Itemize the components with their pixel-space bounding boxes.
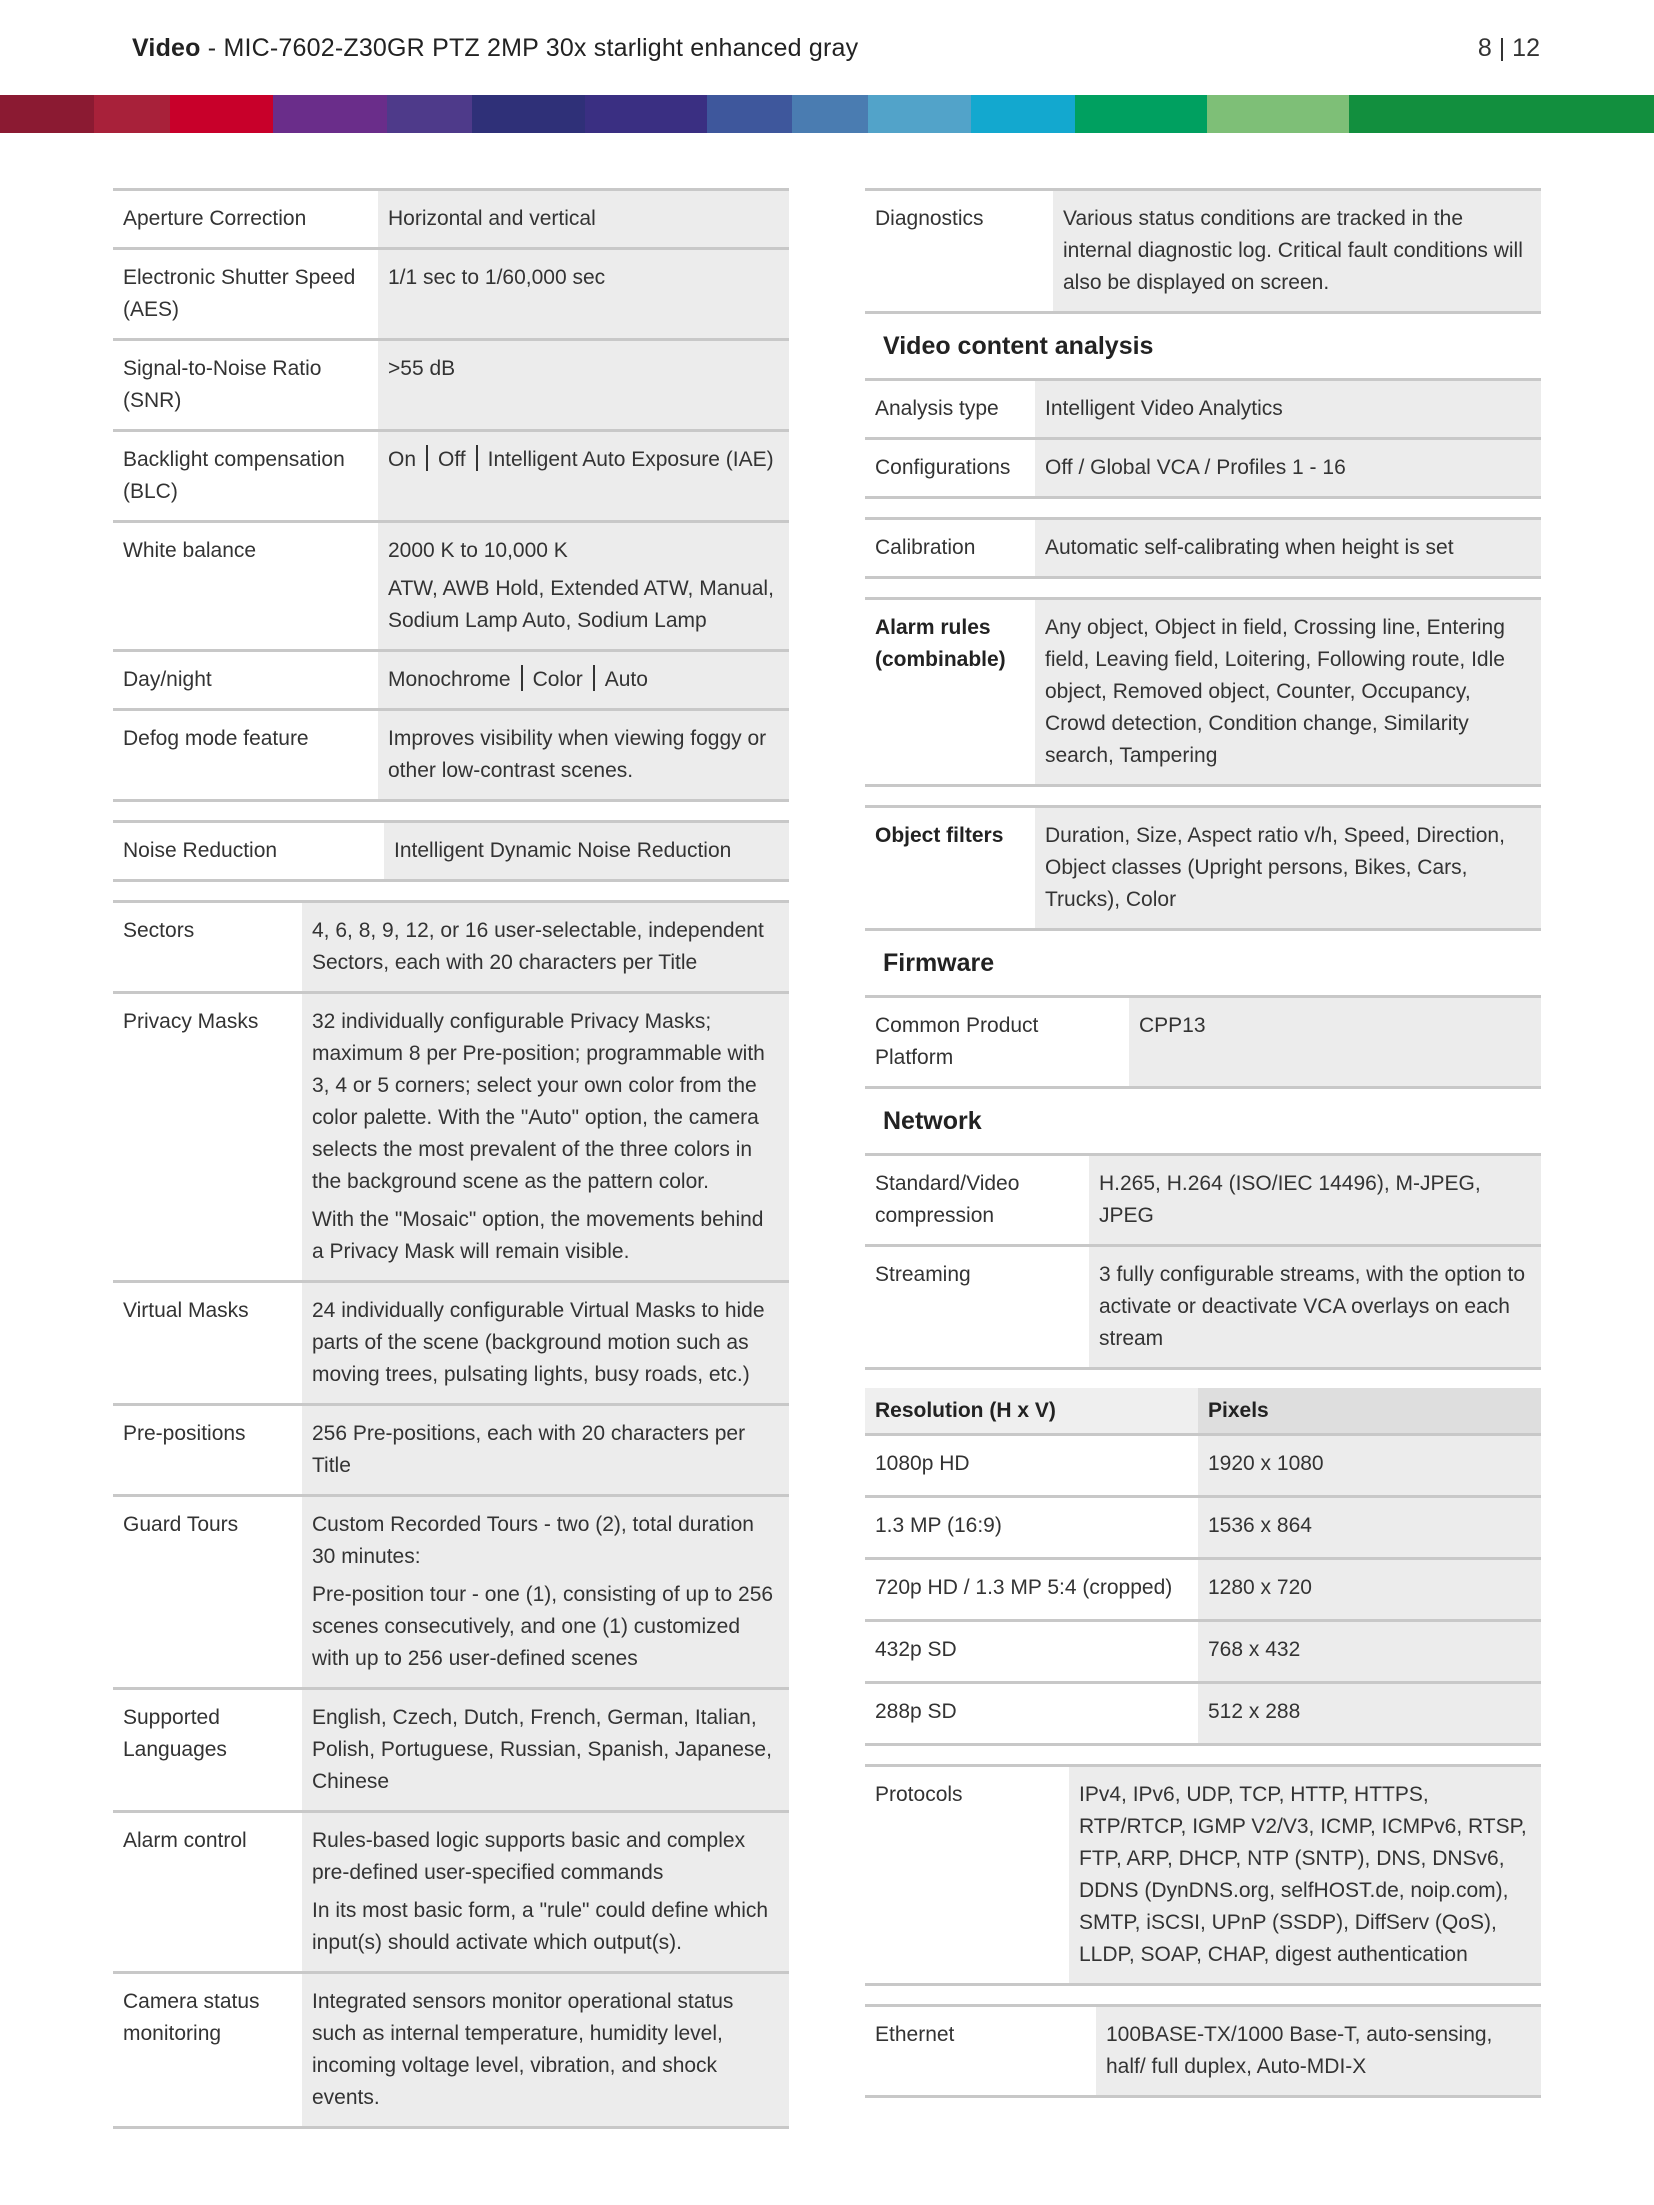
spec-value-line: 256 Pre-positions, each with 20 characters per Title	[312, 1422, 746, 1477]
spec-row-ethernet	[865, 2006, 1541, 2097]
spec-value-line: CPP13	[1139, 1014, 1206, 1037]
spec-label: Common Product Platform	[865, 997, 1129, 1088]
spec-value-line: H.265, H.264 (ISO/IEC 14496), M-JPEG, JPEG	[1099, 1172, 1481, 1227]
spec-value-line: Pre-position tour - one (1), consisting of up to 256 scenes consecutively, and one (1) customized with up to 256 user-defined scenes	[312, 1583, 774, 1670]
spec-row-object-filters	[865, 807, 1541, 930]
spec-label: Protocols	[865, 1766, 1069, 1985]
spec-table-vca	[865, 378, 1541, 499]
spec-value-line: Automatic self-calibrating when height is set	[1045, 536, 1454, 559]
option-divider	[476, 445, 478, 471]
spec-row-diagnostics	[865, 190, 1541, 313]
resolution-pixels: 512 x 288	[1198, 1683, 1541, 1745]
spec-table-firmware	[865, 995, 1541, 1089]
spec-value-line: 2000 K to 10,000 K	[388, 539, 568, 562]
spec-label: Diagnostics	[865, 190, 1053, 313]
resolution-row	[865, 1435, 1541, 1497]
spec-value	[1035, 380, 1541, 439]
spec-value	[302, 1973, 789, 2128]
spec-value	[378, 249, 789, 340]
brand-color-bar	[0, 95, 1654, 133]
spec-value-line: Horizontal and vertical	[388, 207, 596, 230]
page-number: 8 | 12	[1477, 34, 1540, 62]
resolution-row	[865, 1621, 1541, 1683]
spec-row-streaming	[865, 1246, 1541, 1369]
spec-row-calibration	[865, 519, 1541, 578]
spec-value	[302, 1496, 789, 1689]
spec-value	[302, 1689, 789, 1812]
spec-value-line: ATW, AWB Hold, Extended ATW, Manual, Sodium Lamp Auto, Sodium Lamp	[388, 577, 774, 632]
spec-label: Object filters	[865, 807, 1035, 930]
spec-label: Ethernet	[865, 2006, 1096, 2097]
spec-table-image	[113, 188, 789, 802]
spec-row-virtual-masks	[113, 1282, 789, 1405]
spec-row-defog-mode-feature	[113, 710, 789, 801]
color-bar-segment	[387, 95, 472, 133]
spec-value-line: 3 fully configurable streams, with the option to activate or deactivate VCA overlays on each stream	[1099, 1263, 1526, 1350]
spec-value	[1089, 1155, 1541, 1246]
spec-row-analysis-type	[865, 380, 1541, 439]
spec-value-line: 24 individually configurable Virtual Masks to hide parts of the scene (background motion such as moving trees, pulsating lights, busy roads, etc.)	[312, 1299, 765, 1386]
spec-table-diagnostics	[865, 188, 1541, 314]
spec-label: Guard Tours	[113, 1496, 302, 1689]
spec-label: Backlight compensation (BLC)	[113, 431, 378, 522]
spec-row-noise-reduction	[113, 822, 789, 881]
spec-label: Supported Languages	[113, 1689, 302, 1812]
resolution-pixels: 1536 x 864	[1198, 1497, 1541, 1559]
option-value: Color	[532, 668, 583, 691]
spec-value-line: With the "Mosaic" option, the movements behind a Privacy Mask will remain visible.	[312, 1208, 764, 1263]
spec-label: Sectors	[113, 902, 302, 993]
spec-value	[384, 822, 789, 881]
spec-label: Defog mode feature	[113, 710, 378, 801]
left-column	[113, 188, 789, 2129]
title-separator: -	[200, 34, 224, 62]
product-name: MIC-7602-Z30GR PTZ 2MP 30x starlight enhanced gray	[223, 34, 859, 62]
resolution-header-row	[865, 1388, 1541, 1435]
spec-value-line: Duration, Size, Aspect ratio v/h, Speed, Direction, Object classes (Upright persons, Bikes, Cars, Trucks), Color	[1045, 824, 1505, 911]
spec-value	[302, 993, 789, 1282]
spec-value-line: Intelligent Dynamic Noise Reduction	[394, 839, 732, 862]
spec-row-standard-video-compression	[865, 1155, 1541, 1246]
spec-value-line: Custom Recorded Tours - two (2), total duration 30 minutes:	[312, 1513, 754, 1568]
spec-value	[378, 522, 789, 651]
spec-value-line: Rules-based logic supports basic and complex pre-defined user-specified commands	[312, 1829, 746, 1884]
spec-row-protocols	[865, 1766, 1541, 1985]
option-divider	[426, 445, 428, 471]
spec-label: Camera status monitoring	[113, 1973, 302, 2128]
spec-row-camera-status-monitoring	[113, 1973, 789, 2128]
spec-row-pre-positions	[113, 1405, 789, 1496]
option-divider	[593, 665, 595, 691]
resolution-pixels: 1920 x 1080	[1198, 1435, 1541, 1497]
resolution-row	[865, 1683, 1541, 1745]
spec-value	[378, 710, 789, 801]
spec-value	[1129, 997, 1541, 1088]
spec-row-backlight-compensation-blc	[113, 431, 789, 522]
spec-row-common-product-platform	[865, 997, 1541, 1088]
right-column	[865, 188, 1541, 2098]
spec-row-privacy-masks	[113, 993, 789, 1282]
spec-value	[1069, 1766, 1541, 1985]
spec-row-supported-languages	[113, 1689, 789, 1812]
spec-label: Electronic Shutter Speed (AES)	[113, 249, 378, 340]
spec-value-line: In its most basic form, a "rule" could define which input(s) should activate which output(s).	[312, 1899, 769, 1954]
color-bar-segment	[707, 95, 792, 133]
column-header-pixels: Pixels	[1198, 1388, 1541, 1435]
spec-table-ethernet	[865, 2004, 1541, 2098]
color-bar-segment	[170, 95, 274, 133]
spec-value	[378, 340, 789, 431]
spec-value	[1035, 807, 1541, 930]
spec-label: Virtual Masks	[113, 1282, 302, 1405]
page-header	[132, 34, 1540, 70]
spec-value	[1035, 519, 1541, 578]
spec-label: Standard/Video compression	[865, 1155, 1089, 1246]
spec-value	[302, 1812, 789, 1973]
spec-value-line: 4, 6, 8, 9, 12, or 16 user-selectable, independent Sectors, each with 20 characters per Title	[312, 919, 764, 974]
color-bar-segment	[472, 95, 585, 133]
resolution-pixels: 768 x 432	[1198, 1621, 1541, 1683]
resolution-row	[865, 1559, 1541, 1621]
spec-table-alarm-rules	[865, 597, 1541, 787]
spec-label: Analysis type	[865, 380, 1035, 439]
resolution-row	[865, 1497, 1541, 1559]
spec-value-line: Off / Global VCA / Profiles 1 - 16	[1045, 456, 1346, 479]
color-bar-segment	[1349, 95, 1654, 133]
spec-label: Alarm control	[113, 1812, 302, 1973]
resolution-name: 288p SD	[865, 1683, 1198, 1745]
color-bar-segment	[1075, 95, 1207, 133]
spec-value	[302, 902, 789, 993]
spec-value-line: Any object, Object in field, Crossing line, Entering field, Leaving field, Loitering, Following route, Idle object, Removed object, Counter, Occupancy, Crowd detection, Condition change, Similarity search, Tampering	[1045, 616, 1505, 767]
spec-value	[378, 431, 789, 522]
spec-label: White balance	[113, 522, 378, 651]
document-title	[132, 34, 858, 63]
option-value: Auto	[604, 668, 648, 691]
section-name: Video	[132, 34, 201, 62]
option-value: On	[388, 448, 417, 471]
spec-value	[1035, 439, 1541, 498]
resolution-name: 1080p HD	[865, 1435, 1198, 1497]
spec-label: Calibration	[865, 519, 1035, 578]
spec-row-white-balance	[113, 522, 789, 651]
color-bar-segment	[0, 95, 94, 133]
spec-table-object-filters	[865, 805, 1541, 931]
spec-row-signal-to-noise-ratio-snr	[113, 340, 789, 431]
spec-value-line: IPv4, IPv6, UDP, TCP, HTTP, HTTPS, RTP/RTCP, IGMP V2/V3, ICMP, ICMPv6, RTSP, FTP, ARP, DHCP, NTP (SNTP), DNS, DNSv6, DDNS (DynDNS.org, selfHOST.de, noip.com), SMTP, iSCSI, UPnP (SSDP), DiffServ (QoS), LLDP, SOAP, CHAP, digest authentication	[1079, 1783, 1527, 1966]
spec-value-line: 100BASE-TX/1000 Base-T, auto-sensing, half/ full duplex, Auto-MDI-X	[1106, 2023, 1493, 2078]
color-bar-segment	[94, 95, 169, 133]
spec-value	[378, 190, 789, 249]
spec-value	[1053, 190, 1541, 313]
spec-row-day-night	[113, 651, 789, 710]
spec-value-line: 32 individually configurable Privacy Masks; maximum 8 per Pre-position; programmable with 3, 4 or 5 corners; select your own color from the color palette. With the "Auto" option, the camera selects the most prevalent of the three colors in the background scene as the pattern color.	[312, 1010, 765, 1193]
color-bar-segment	[273, 95, 386, 133]
spec-row-guard-tours	[113, 1496, 789, 1689]
spec-table-functions	[113, 900, 789, 2129]
option-value: Monochrome	[388, 668, 511, 691]
spec-label: Alarm rules (combinable)	[865, 599, 1035, 786]
spec-table-network	[865, 1153, 1541, 1370]
spec-label: Streaming	[865, 1246, 1089, 1369]
spec-label: Day/night	[113, 651, 378, 710]
option-value: Intelligent Auto Exposure (IAE)	[487, 448, 774, 471]
spec-value-line: English, Czech, Dutch, French, German, Italian, Polish, Portuguese, Russian, Spanish, Japanese, Chinese	[312, 1706, 772, 1793]
spec-value-line: >55 dB	[388, 357, 456, 380]
spec-row-electronic-shutter-speed-aes	[113, 249, 789, 340]
resolution-pixels: 1280 x 720	[1198, 1559, 1541, 1621]
spec-row-sectors	[113, 902, 789, 993]
resolution-table	[865, 1388, 1541, 1746]
spec-value-line: Integrated sensors monitor operational status such as internal temperature, humidity level, incoming voltage level, vibration, and shock events.	[312, 1990, 734, 2109]
color-bar-segment	[1207, 95, 1348, 133]
spec-row-aperture-correction	[113, 190, 789, 249]
spec-value-line: 1/1 sec to 1/60,000 sec	[388, 266, 606, 289]
spec-row-alarm-rules-combinable	[865, 599, 1541, 786]
color-bar-segment	[971, 95, 1075, 133]
color-bar-segment	[868, 95, 972, 133]
spec-value-line: Various status conditions are tracked in the internal diagnostic log. Critical fault conditions will also be displayed on screen.	[1063, 207, 1523, 294]
spec-value	[302, 1405, 789, 1496]
column-header-resolution: Resolution (H x V)	[865, 1388, 1198, 1435]
spec-table-calibration	[865, 517, 1541, 579]
spec-value-line: Intelligent Video Analytics	[1045, 397, 1283, 420]
spec-label: Pre-positions	[113, 1405, 302, 1496]
section-heading-vca: Video content analysis	[883, 332, 1154, 360]
color-bar-segment	[792, 95, 867, 133]
spec-value	[1096, 2006, 1541, 2097]
spec-value-line: Improves visibility when viewing foggy or other low-contrast scenes.	[388, 727, 767, 782]
spec-value	[378, 651, 789, 710]
spec-value	[302, 1282, 789, 1405]
resolution-name: 432p SD	[865, 1621, 1198, 1683]
spec-row-configurations	[865, 439, 1541, 498]
option-value: Off	[438, 448, 466, 471]
option-divider	[521, 665, 523, 691]
section-heading-firmware: Firmware	[883, 949, 995, 977]
spec-label: Privacy Masks	[113, 993, 302, 1282]
spec-label: Configurations	[865, 439, 1035, 498]
spec-label: Noise Reduction	[113, 822, 384, 881]
spec-value	[1035, 599, 1541, 786]
spec-label: Aperture Correction	[113, 190, 378, 249]
spec-table-noise	[113, 820, 789, 882]
section-heading-network: Network	[883, 1107, 982, 1135]
spec-row-alarm-control	[113, 1812, 789, 1973]
spec-value	[1089, 1246, 1541, 1369]
resolution-name: 720p HD / 1.3 MP 5:4 (cropped)	[865, 1559, 1198, 1621]
spec-label: Signal-to-Noise Ratio (SNR)	[113, 340, 378, 431]
resolution-name: 1.3 MP (16:9)	[865, 1497, 1198, 1559]
color-bar-segment	[585, 95, 708, 133]
spec-table-protocols	[865, 1764, 1541, 1986]
